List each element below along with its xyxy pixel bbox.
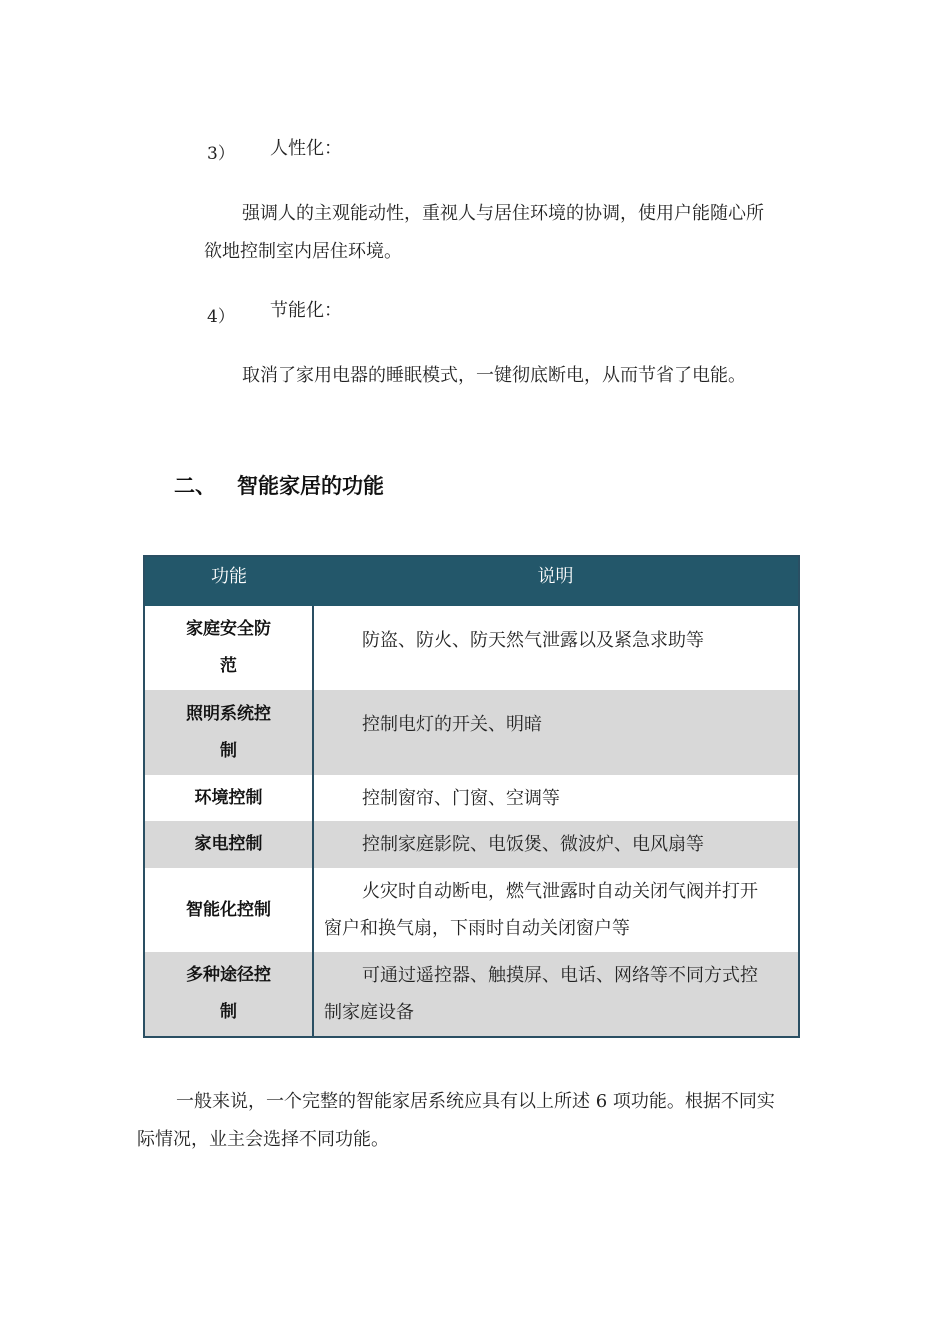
function-name-line: 智能化控制	[186, 899, 271, 920]
function-description-cell	[313, 868, 799, 952]
function-name-line: 制	[220, 1002, 237, 1022]
function-description-cell	[313, 775, 799, 821]
function-name-cell	[144, 952, 313, 1037]
table-row	[144, 606, 799, 690]
table-row	[144, 952, 799, 1037]
table-header-function: 功能	[144, 556, 313, 606]
function-name-cell	[144, 606, 313, 690]
function-description-cell	[313, 821, 799, 868]
item-3-paragraph-line1: 强调人的主观能动性，重视人与居住环境的协调，使用户能随心所	[242, 203, 764, 224]
table-header-row	[144, 556, 799, 606]
table-row	[144, 821, 799, 868]
function-name-line: 家电控制	[194, 834, 263, 854]
function-description-cell	[313, 606, 799, 690]
function-name-line: 环境控制	[194, 787, 263, 808]
function-name-line: 范	[220, 656, 237, 676]
function-description-line: 控制家庭影院、电饭煲、微波炉、电风扇等	[362, 834, 704, 855]
section-heading-number: 二、	[174, 474, 216, 498]
item-3-number: 3）	[207, 144, 235, 164]
function-name-cell	[144, 775, 313, 821]
item-4-paragraph: 取消了家用电器的睡眠模式，一键彻底断电，从而节省了电能。	[242, 365, 746, 386]
function-description-line: 制家庭设备	[324, 1002, 414, 1023]
function-description-line: 控制电灯的开关、明暗	[362, 714, 542, 735]
function-description-line: 可通过遥控器、触摸屏、电话、网络等不同方式控	[362, 965, 758, 986]
functions-table	[143, 555, 800, 1038]
function-description-cell	[313, 952, 799, 1037]
function-description-line: 窗户和换气扇，下雨时自动关闭窗户等	[324, 918, 630, 939]
function-description-line: 火灾时自动断电，燃气泄露时自动关闭气阀并打开	[362, 881, 758, 902]
function-description-cell	[313, 690, 799, 775]
function-name-line: 多种途径控	[186, 965, 271, 985]
function-name-cell	[144, 690, 313, 775]
conclusion-line1: 一般来说，一个完整的智能家居系统应具有以上所述 6 项功能。根据不同实	[176, 1091, 775, 1112]
conclusion-line2: 际情况，业主会选择不同功能。	[137, 1129, 389, 1150]
item-3-paragraph-line2: 欲地控制室内居住环境。	[204, 241, 402, 262]
table-row	[144, 690, 799, 775]
function-description-line: 防盗、防火、防天然气泄露以及紧急求助等	[362, 630, 704, 651]
item-4-number: 4）	[207, 307, 235, 327]
function-name-line: 制	[220, 740, 237, 761]
item-3-title: 人性化：	[270, 138, 342, 159]
function-name-line: 照明系统控	[186, 703, 271, 724]
function-description-line: 控制窗帘、门窗、空调等	[362, 787, 560, 809]
function-name-line: 家庭安全防	[186, 619, 271, 639]
function-name-cell	[144, 821, 313, 868]
function-name-cell	[144, 868, 313, 952]
table-header-description: 说明	[313, 556, 799, 606]
table-row	[144, 775, 799, 821]
item-4-title: 节能化：	[270, 300, 342, 321]
table-row	[144, 868, 799, 952]
section-heading-title: 智能家居的功能	[237, 474, 384, 498]
